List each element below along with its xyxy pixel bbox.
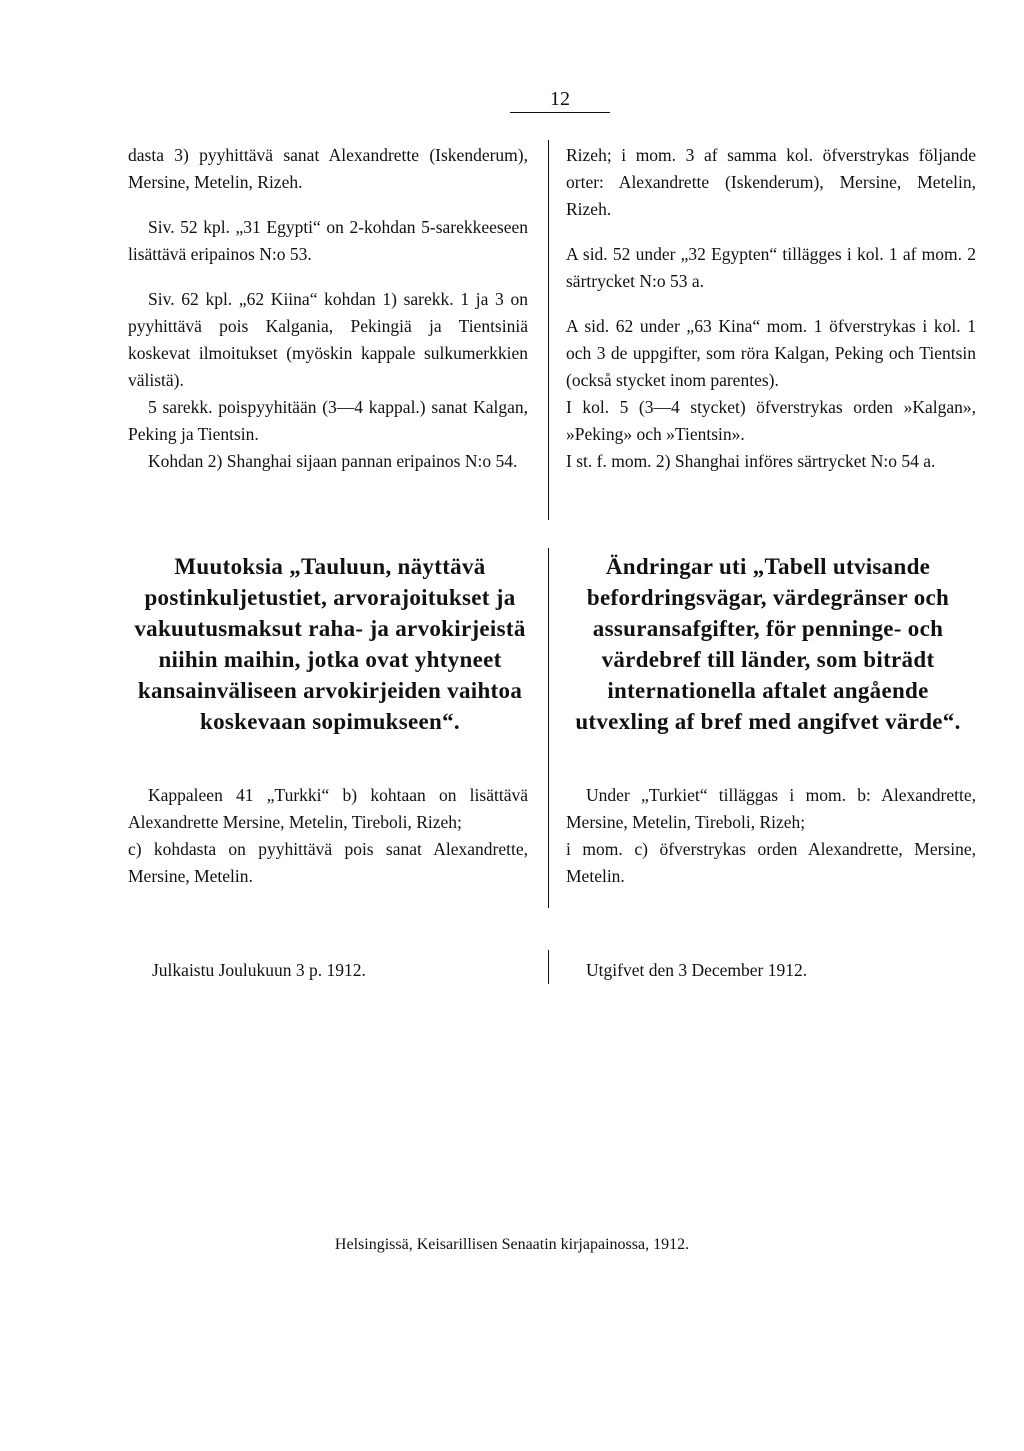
- sv-para-3: A sid. 62 under „63 Kina“ mom. 1 öfverstrykas i kol. 1 och 3 de uppgifter, som röra Kalgan, Peking och Tientsin (också stycket inom parentes).: [566, 316, 976, 390]
- fi-para-3: Siv. 62 kpl. „62 Kiina“ kohdan 1) sarekk. 1 ja 3 on pyyhittävä pois Kalgania, Pekingiä ja Tientsiniä koskevat ilmoitukset (myöskin kappale sulkumerkkien välistä).: [128, 289, 528, 390]
- fi-para-1: dasta 3) pyyhittävä sanat Alexandrette (Iskenderum), Mersine, Metelin, Rizeh.: [128, 145, 528, 192]
- swedish-amendments: [566, 142, 976, 475]
- finnish-turkey-change: [128, 782, 528, 890]
- fi-para-4: 5 sarekk. poispyyhitään (3—4 kappal.) sanat Kalgan, Peking ja Tientsin.: [128, 397, 528, 444]
- sv-para-4: I kol. 5 (3—4 stycket) öfverstrykas orden »Kalgan», »Peking» och »Tientsin».: [566, 397, 976, 444]
- fi-turkey-para-2: c) kohdasta on pyyhittävä pois sanat Alexandrette, Mersine, Metelin.: [128, 839, 528, 886]
- column-rule-bottom: [548, 950, 549, 984]
- fi-para-2: Siv. 52 kpl. „31 Egypti“ on 2-kohdan 5-sarekkeeseen lisättävä eripainos N:o 53.: [128, 217, 528, 264]
- sv-turkey-para-2: i mom. c) öfverstrykas orden Alexandrette, Mersine, Metelin.: [566, 839, 976, 886]
- sv-para-1: Rizeh; i mom. 3 af samma kol. öfverstrykas följande orter: Alexandrette (Iskenderum), Mersine, Metelin, Rizeh.: [566, 145, 976, 219]
- column-rule-top: [548, 140, 549, 520]
- sv-para-5: I st. f. mom. 2) Shanghai införes särtrycket N:o 54 a.: [566, 451, 936, 471]
- swedish-turkey-change: [566, 782, 976, 890]
- printer-imprint: Helsingissä, Keisarillisen Senaatin kirjapainossa, 1912.: [334, 1236, 690, 1253]
- sv-para-2: A sid. 52 under „32 Egypten“ tillägges i kol. 1 af mom. 2 särtrycket N:o 53 a.: [566, 244, 976, 291]
- fi-para-5: Kohdan 2) Shanghai sijaan pannan eripainos N:o 54.: [148, 451, 518, 471]
- swedish-heading: Ändringar uti „Tabell utvisande befordringsvägar, värdegränser och assuransafgifter, för penninge- och värdebref till länder, som biträdt internationella aftalet angående utvexling af bref med angifvet värde“.: [575, 554, 961, 734]
- column-rule-middle: [548, 548, 549, 908]
- swedish-publication-date: Utgifvet den 3 December 1912.: [586, 960, 808, 980]
- sv-turkey-para-1: Under „Turkiet“ tilläggas i mom. b: Alexandrette, Mersine, Metelin, Tireboli, Rizeh;: [566, 785, 976, 832]
- page-number: 12: [510, 88, 610, 113]
- finnish-publication-date: Julkaistu Joulukuun 3 p. 1912.: [152, 960, 366, 980]
- fi-turkey-para-1: Kappaleen 41 „Turkki“ b) kohtaan on lisättävä Alexandrette Mersine, Metelin, Tireboli, Rizeh;: [128, 785, 528, 832]
- finnish-heading: Muutoksia „Tauluun, näyttävä postinkuljetustiet, arvorajoitukset ja vakuutusmaksut raha- ja arvokirjeistä niihin maihin, jotka ovat yhtyneet kansainväliseen arvokirjeiden vaihtoa koskevaan sopimukseen“.: [134, 554, 526, 734]
- finnish-amendments: [128, 142, 528, 475]
